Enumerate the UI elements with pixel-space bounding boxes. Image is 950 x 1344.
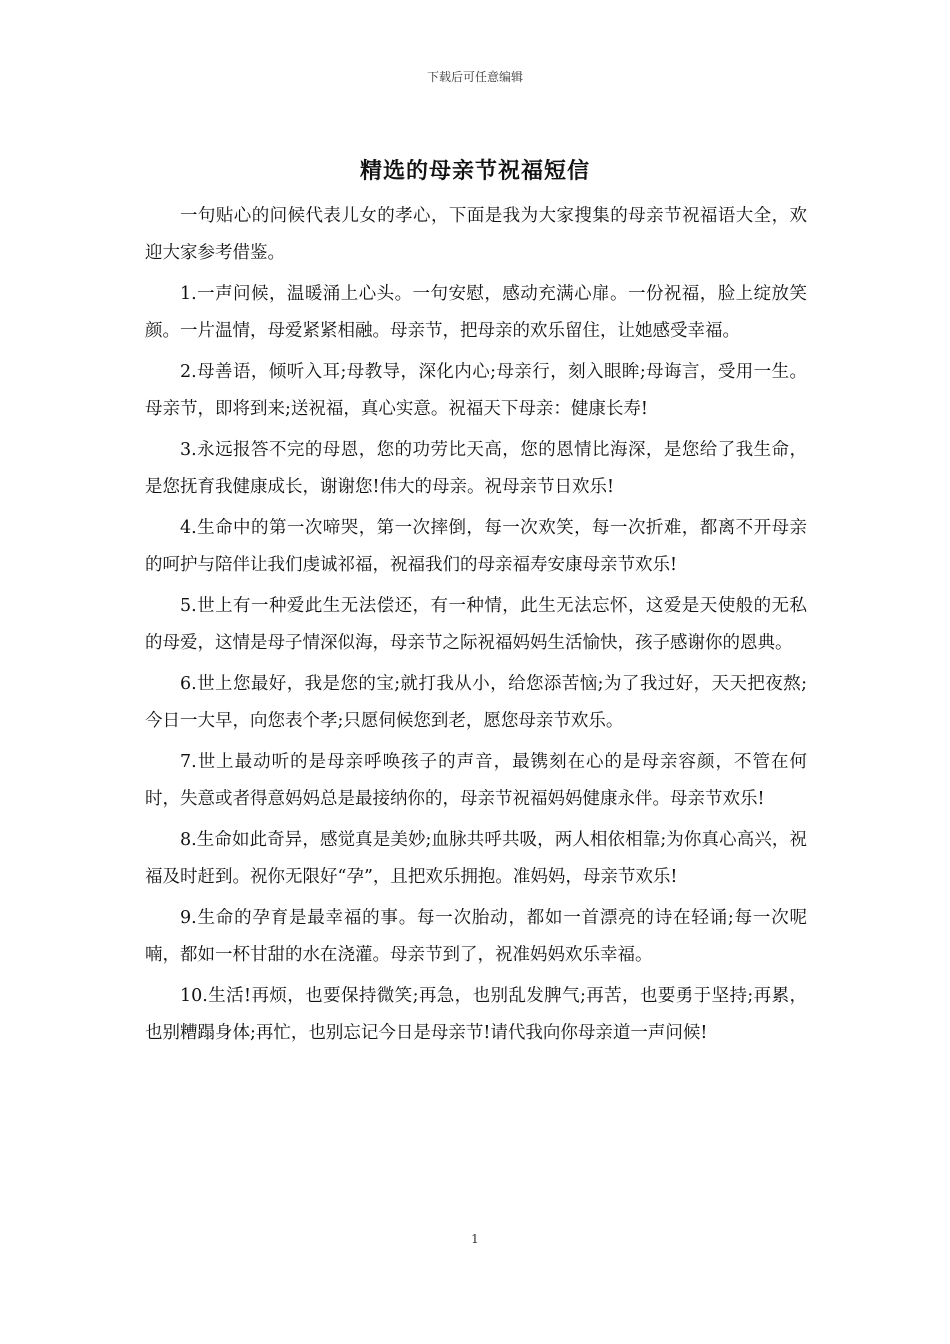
- blessing-paragraph-5: 5.世上有一种爱此生无法偿还，有一种情，此生无法忘怀，这爱是天使般的无私的母爱，这情是母子情深似海，母亲节之际祝福妈妈生活愉快，孩子感谢你的恩典。: [145, 596, 807, 653]
- blessing-paragraph-8: 8.生命如此奇异，感觉真是美妙;血脉共呼共吸，两人相依相靠;为你真心高兴，祝福及时赶到。祝你无限好“孕”，且把欢乐拥抱。准妈妈，母亲节欢乐!: [145, 830, 807, 887]
- blessing-paragraph-6: 6.世上您最好，我是您的宝;就打我从小，给您添苦恼;为了我过好，天天把夜熬;今日一大早，向您表个孝;只愿伺候您到老，愿您母亲节欢乐。: [145, 674, 807, 731]
- blessing-paragraph-2: 2.母善语，倾听入耳;母教导，深化内心;母亲行，刻入眼眸;母诲言，受用一生。母亲节，即将到来;送祝福，真心实意。祝福天下母亲：健康长寿!: [145, 362, 807, 419]
- document-title: 精选的母亲节祝福短信: [359, 159, 590, 184]
- document-body: [145, 198, 807, 1056]
- header-note: 下载后可任意编辑: [426, 70, 523, 84]
- blessing-paragraph-10: 10.生活!再烦，也要保持微笑;再急，也别乱发脾气;再苦，也要勇于坚持;再累，也别糟蹋身体;再忙，也别忘记今日是母亲节!请代我向你母亲道一声问候!: [145, 986, 807, 1043]
- blessing-paragraph-4: 4.生命中的第一次啼哭，第一次摔倒，每一次欢笑，每一次折难，都离不开母亲的呵护与陪伴让我们虔诚祁福，祝福我们的母亲福寿安康母亲节欢乐!: [145, 518, 807, 575]
- blessing-paragraph-1: 1.一声问候，温暖涌上心头。一句安慰，感动充满心扉。一份祝福，脸上绽放笑颜。一片温情，母爱紧紧相融。母亲节，把母亲的欢乐留住，让她感受幸福。: [145, 284, 807, 341]
- blessing-paragraph-7: 7.世上最动听的是母亲呼唤孩子的声音，最镌刻在心的是母亲容颜，不管在何时，失意或者得意妈妈总是最接纳你的，母亲节祝福妈妈健康永伴。母亲节欢乐!: [145, 752, 807, 809]
- blessing-paragraph-9: 9.生命的孕育是最幸福的事。每一次胎动，都如一首漂亮的诗在轻诵;每一次呢喃，都如一杯甘甜的水在浇灌。母亲节到了，祝准妈妈欢乐幸福。: [145, 908, 807, 965]
- intro-paragraph: 一句贴心的问候代表儿女的孝心，下面是我为大家搜集的母亲节祝福语大全，欢迎大家参考借鉴。: [145, 206, 807, 263]
- page-number: 1: [471, 1232, 479, 1246]
- blessing-paragraph-3: 3.永远报答不完的母恩，您的功劳比天高，您的恩情比海深，是您给了我生命，是您抚育我健康成长，谢谢您!伟大的母亲。祝母亲节日欢乐!: [145, 440, 807, 497]
